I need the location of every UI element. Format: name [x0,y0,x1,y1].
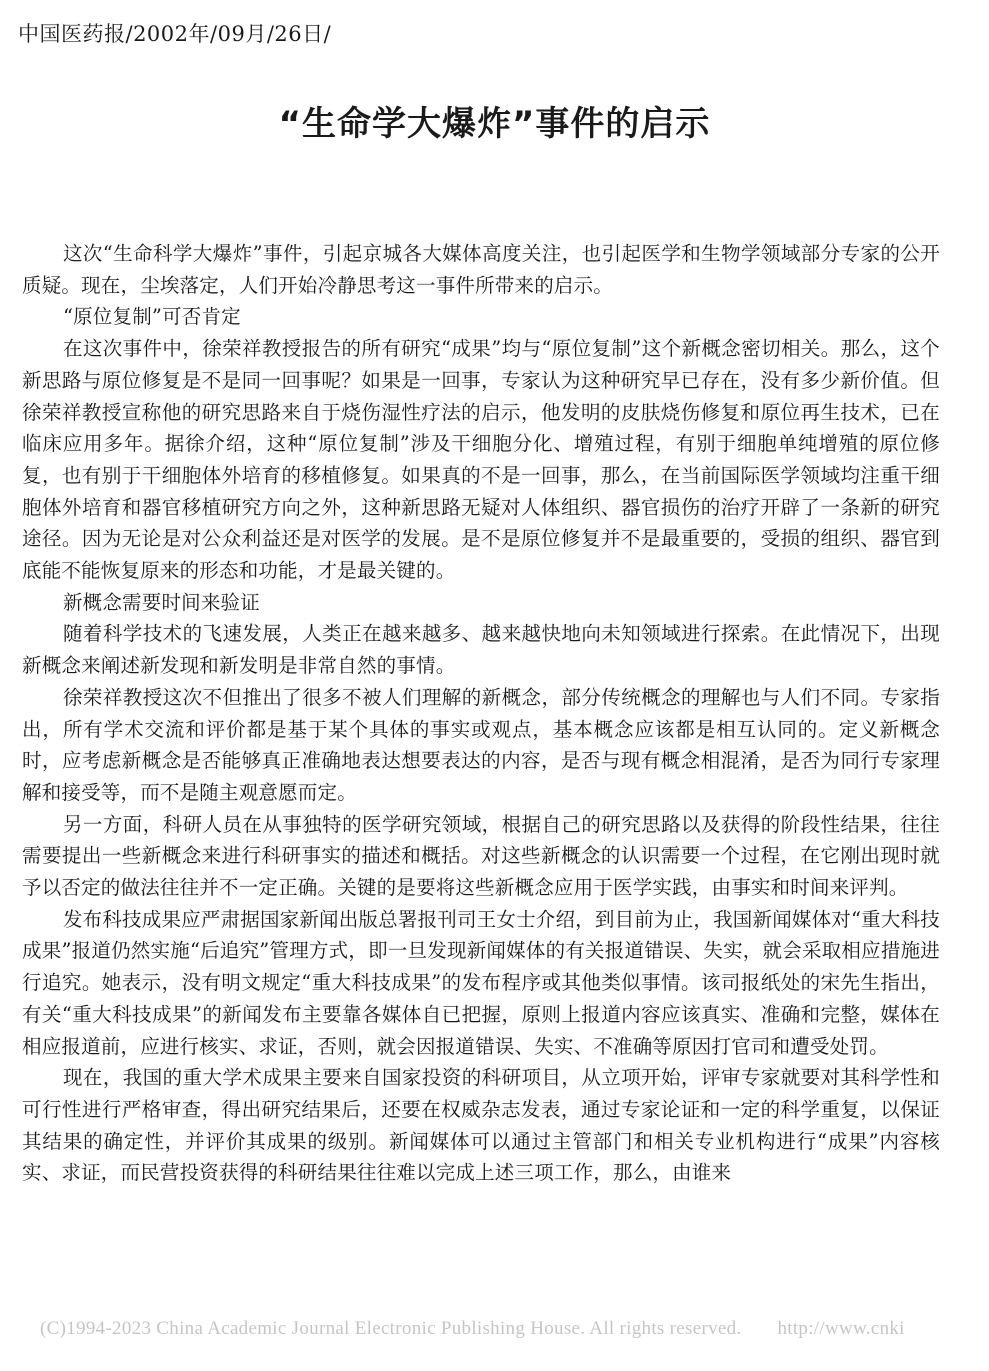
paragraph: 随着科学技术的飞速发展，人类正在越来越多、越来越快地向未知领域进行探索。在此情况下，出现新概念来阐述新发现和新发明是非常自然的事情。 [22,622,940,678]
paragraph: 现在，我国的重大学术成果主要来自国家投资的科研项目，从立项开始，评审专家就要对其科学性和可行性进行严格审查，得出研究结果后，还要在权威杂志发表，通过专家论证和一定的科学重复，以保证其结果的确定性，并评价其成果的级别。新闻媒体可以通过主管部门和相关专业机构进行“成果”内容核实、求证，而民营投资获得的科研结果往往难以完成上述三项工作，那么，由谁来 [22,1066,940,1185]
section-heading: 新概念需要时间来验证 [62,590,260,614]
paragraph: 另一方面，科研人员在从事独特的医学研究领域，根据自己的研究思路以及获得的阶段性结果，往往需要提出一些新概念来进行科研事实的描述和概括。对这些新概念的认识需要一个过程，在它刚出现时就予以否定的做法往往并不一定正确。关键的是要将这些新概念应用于医学实践，由事实和时间来评判。 [22,812,940,900]
section-heading: “原位复制”可否肯定 [62,305,241,329]
paragraph: 徐荣祥教授这次不但推出了很多不被人们理解的新概念，部分传统概念的理解也与人们不同。专家指出，所有学术交流和评价都是基于某个具体的事实或观点，基本概念应该都是相互认同的。定义新概念时，应考虑新概念是否能够真正准确地表达想要表达的内容，是否与现有概念相混淆，是否为同行专家理解和接受等，而不是随主观意愿而定。 [22,685,940,804]
paragraph: 在这次事件中，徐荣祥教授报告的所有研究“成果”均与“原位复制”这个新概念密切相关。那么，这个新思路与原位修复是不是同一回事呢？如果是一回事，专家认为这种研究早已存在，没有多少新价值。但徐荣祥教授宣称他的研究思路来自于烧伤湿性疗法的启示，他发明的皮肤烧伤修复和原位再生技术，已在临床应用多年。据徐介绍，这种“原位复制”涉及干细胞分化、增殖过程，有别于细胞单纯增殖的原位修复，也有别于干细胞体外培育的移植修复。如果真的不是一回事，那么，在当前国际医学领域均注重干细胞体外培育和器官移植研究方向之外，这种新思路无疑对人体组织、器官损伤的治疗开辟了一条新的研究途径。因为无论是对公众利益还是对医学的发展。是不是原位修复并不是最重要的，受损的组织、器官到底能不能恢复原来的形态和功能，才是最关键的。 [22,337,940,583]
copyright-watermark [40,1318,989,1340]
article-body [22,238,940,1189]
copyright-text: (C)1994-2023 China Academic Journal Electronic Publishing House. All rights reserved. [40,1318,742,1339]
source-line: 中国医药报/2002年/09月/26日/ [18,22,332,46]
paragraph: 发布科技成果应严肃据国家新闻出版总署报刊司王女士介绍，到目前为止，我国新闻媒体对“重大科技成果”报道仍然实施“后追究”管理方式，即一旦发现新闻媒体的有关报道错误、失实，就会采取相应措施进行追究。她表示，没有明文规定“重大科技成果”的发布程序或其他类似事情。该司报纸处的宋先生指出，有关“重大科技成果”的新闻发布主要靠各媒体自已把握，原则上报道内容应该真实、准确和完整，媒体在相应报道前，应进行核实、求证，否则，就会因报道错误、失实、不准确等原因打官司和遭受处罚。 [22,907,940,1058]
watermark-url: http://www.cnki [777,1318,905,1339]
paragraph: 这次“生命科学大爆炸”事件，引起京城各大媒体高度关注，也引起医学和生物学领域部分专家的公开质疑。现在，尘埃落定，人们开始冷静思考这一事件所带来的启示。 [22,242,940,297]
article-title: “生命学大爆炸”事件的启示 [278,104,711,144]
